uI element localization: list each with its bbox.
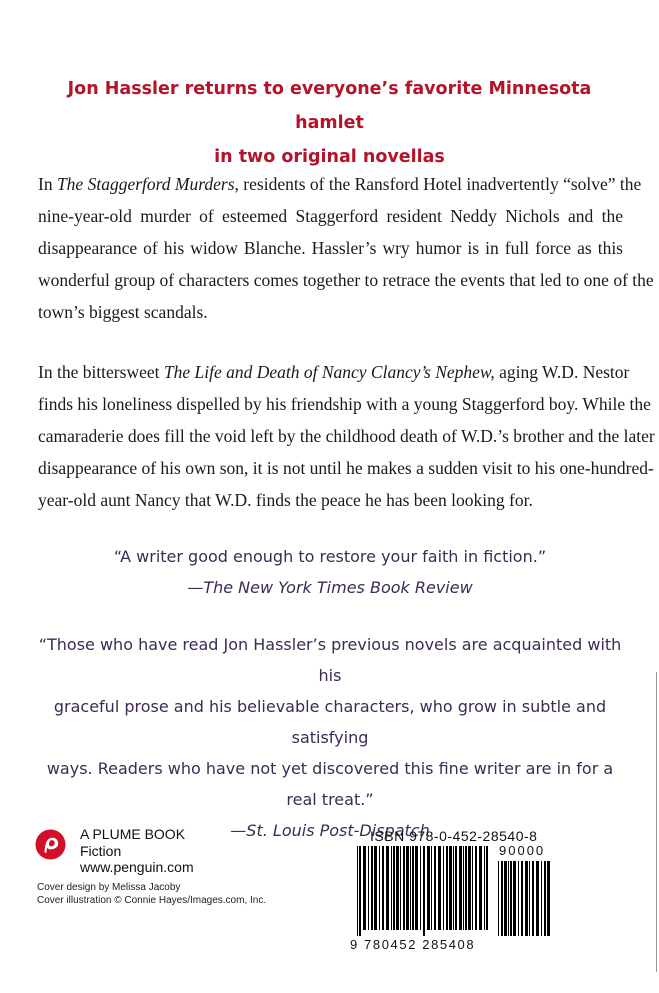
- barcode-bar: [406, 846, 409, 930]
- barcode-bar: [508, 861, 509, 936]
- publisher-info: [80, 826, 194, 876]
- para1-text: residents of the Ransford Hotel inadvertently “solve” the: [238, 174, 642, 194]
- publisher-imprint: A PLUME BOOK: [80, 826, 186, 842]
- isbn-text: ISBN 978-0-452-28540-8: [370, 828, 538, 844]
- price-addon-barcode: [497, 861, 552, 936]
- synopsis-nancy-clancy: [38, 356, 655, 516]
- para1-line-5: town’s biggest scandals.: [38, 302, 208, 322]
- barcode-bar: [438, 846, 441, 930]
- barcode-bar: [468, 846, 471, 930]
- barcode-bar: [415, 846, 418, 930]
- publisher-category: Fiction: [80, 842, 122, 859]
- quote1-attribution: —The New York Times Book Review: [187, 578, 473, 597]
- barcode-bar: [420, 846, 421, 930]
- title-staggerford-murders: The Staggerford Murders,: [56, 174, 239, 194]
- plume-logo-icon: [35, 829, 66, 860]
- para2-line-5: year-old aunt Nancy that W.D. finds the peace he has been looking for.: [38, 490, 533, 510]
- headline-line-1: Jon Hassler returns to everyone’s favorite Minnesota hamlet: [67, 79, 592, 133]
- barcode-bar: [453, 846, 454, 930]
- barcode-bar: [479, 846, 482, 930]
- quote2-line-1: “Those who have read Jon Hassler’s previous novels are acquainted with his: [38, 635, 622, 685]
- barcode-bar: [379, 846, 380, 930]
- barcode-bar: [393, 846, 395, 930]
- barcode-bar: [547, 861, 550, 936]
- para2-text: aging W.D. Nestor: [494, 362, 630, 382]
- barcode-bar: [455, 846, 457, 930]
- title-nancy-clancy: The Life and Death of Nancy Clancy’s Nephew,: [163, 362, 495, 382]
- para1-line-1: [38, 168, 642, 200]
- para1-text: In: [38, 174, 57, 194]
- barcode-bar: [431, 846, 432, 930]
- barcode-bar: [357, 846, 358, 936]
- barcode-bar: [391, 846, 392, 930]
- barcode-bar: [513, 861, 516, 936]
- barcode-bar: [359, 846, 361, 936]
- barcode-bar: [532, 861, 534, 936]
- barcode-bar: [374, 846, 377, 930]
- quote2-line-3: ways. Readers who have not yet discovered this fine writer are in for a real treat.”: [46, 759, 614, 809]
- barcode-bar: [443, 846, 444, 930]
- barcode-bar: [544, 861, 546, 936]
- barcode-bar: [498, 861, 499, 936]
- barcode-bar: [423, 846, 425, 936]
- synopsis-staggerford-murders: [38, 168, 654, 328]
- barcode-bar: [368, 846, 369, 930]
- isbn-barcode: [356, 846, 492, 936]
- barcode-bar: [484, 846, 485, 930]
- barcode-bar: [371, 846, 373, 930]
- barcode-bar: [386, 846, 389, 930]
- barcode-bar: [518, 861, 519, 936]
- barcode-bar: [521, 861, 523, 936]
- para2-line-3: camaraderie does fill the void left by the childhood death of W.D.’s brother and the later: [38, 426, 655, 446]
- cover-design-credit: Cover design by Melissa Jacoby: [37, 882, 181, 893]
- barcode-bar: [403, 846, 405, 930]
- headline-line-2: in two original novellas: [214, 147, 445, 167]
- barcode-bar: [501, 861, 503, 936]
- barcode-bar: [449, 846, 452, 930]
- barcode-bar: [525, 861, 528, 936]
- review-quote-nyt: [30, 541, 630, 603]
- edge-line: [656, 672, 657, 972]
- barcode-bar: [396, 846, 399, 930]
- barcode-bar: [510, 861, 512, 936]
- para2-line-2: finds his loneliness dispelled by his friendship with a young Staggerford boy. While the: [38, 394, 651, 414]
- para2-line-1: [38, 356, 630, 388]
- barcode-bar: [400, 846, 401, 930]
- barcode-bar: [529, 861, 530, 936]
- review-quote-post-dispatch: [30, 629, 630, 846]
- barcode-bar: [475, 846, 477, 930]
- barcode-addon-number: 90000: [499, 843, 546, 858]
- barcode-bar: [412, 846, 414, 930]
- back-cover-headline: [40, 72, 619, 174]
- barcode-bar: [504, 861, 507, 936]
- barcode-bar: [382, 846, 384, 930]
- barcode-digits: 9 780452 285408: [350, 937, 476, 952]
- cover-illustration-credit: Cover illustration © Connie Hayes/Images.com, Inc.: [37, 895, 267, 906]
- quote1-text: “A writer good enough to restore your faith in fiction.”: [113, 547, 547, 566]
- quote2-line-2: graceful prose and his believable characters, who grow in subtle and satisfying: [53, 697, 607, 747]
- barcode-bar: [486, 846, 488, 930]
- barcode-bar: [465, 846, 467, 930]
- barcode-bar: [363, 846, 366, 930]
- barcode-bar: [446, 846, 448, 930]
- publisher-website: www.penguin.com: [80, 859, 194, 875]
- barcode-bar: [472, 846, 473, 930]
- barcode-bar: [463, 846, 464, 930]
- para1-line-4: wonderful group of characters comes together to retrace the events that led to one of the: [38, 270, 654, 290]
- para1-line-2: nine-year-old murder of esteemed Staggerford resident Neddy Nichols and the: [38, 206, 623, 226]
- barcode-bar: [410, 846, 411, 930]
- barcode-bar: [427, 846, 430, 930]
- cover-credits: [37, 881, 266, 907]
- barcode-bar: [434, 846, 436, 930]
- barcode-bar: [541, 861, 542, 936]
- barcode-bar: [536, 861, 539, 936]
- para1-line-3: disappearance of his widow Blanche. Hassler’s wry humor is in full force as this: [38, 238, 623, 258]
- para2-text: In the bittersweet: [38, 362, 164, 382]
- quote2-attribution: —St. Louis Post-Dispatch: [230, 821, 430, 840]
- para2-line-4: disappearance of his own son, it is not until he makes a sudden visit to his one-hundred-: [38, 458, 654, 478]
- barcode-bar: [459, 846, 462, 930]
